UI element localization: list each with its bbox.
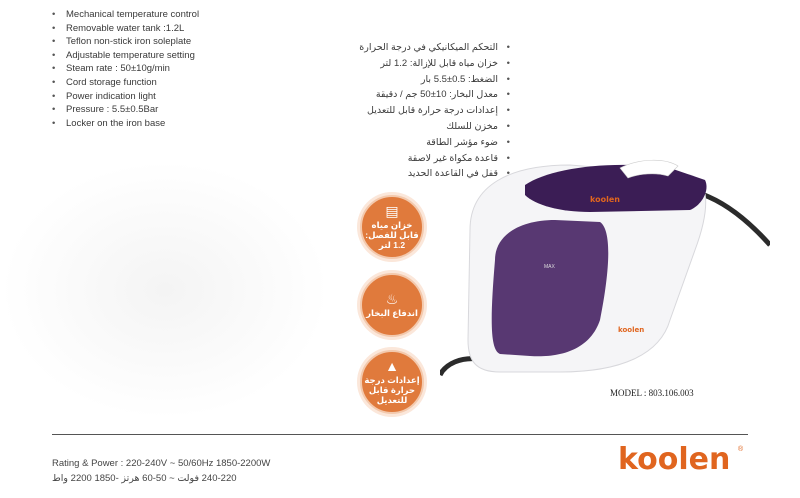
- badge-label: اندفاع البخار: [366, 308, 418, 318]
- iron-brand-label: koolen: [590, 195, 620, 204]
- feature-item-ar: • الضغط: 0.5±5.5 بار: [359, 72, 510, 88]
- feature-item-ar: • قاعدة مكواة غير لاصقة: [359, 151, 510, 167]
- badge-temperature: [360, 350, 424, 414]
- steam-generator-iron-image: [440, 150, 770, 390]
- feature-item: • Cord storage function: [52, 76, 199, 90]
- feature-item-ar: • قفل في القاعدة الحديد: [359, 166, 510, 182]
- feature-item: • Pressure : 5.5±0.5Bar: [52, 103, 199, 117]
- badge-steam: [360, 273, 424, 337]
- feature-item: • Steam rate : 50±10g/min: [52, 62, 199, 76]
- feature-item: • Removable water tank :1.2L: [52, 22, 199, 36]
- iron-temperature-icon: ▲: [385, 358, 399, 374]
- feature-item: • Locker on the iron base: [52, 117, 199, 131]
- background-shape: [0, 160, 330, 420]
- badge-label: إعدادات درجة حرارة قابل للتعديل: [364, 375, 420, 405]
- feature-item-ar: • إعدادات درجة حرارة قابل للتعديل: [359, 103, 510, 119]
- feature-item-ar: • ضوء مؤشر الطاقة: [359, 135, 510, 151]
- badge-label: خزان مياه قابل للفصل: 1.2 لتر: [365, 220, 419, 250]
- features-list-en: [52, 8, 199, 130]
- feature-item-ar: • خزان مياه قابل للإزالة: 1.2 لتر: [359, 56, 510, 72]
- koolen-logo: koolen: [618, 442, 731, 477]
- feature-item-ar: • مخزن للسلك: [359, 119, 510, 135]
- steam-iron-icon: ♨: [385, 291, 399, 307]
- feature-item: • Teflon non-stick iron soleplate: [52, 35, 199, 49]
- feature-item: • Power indication light: [52, 90, 199, 104]
- feature-item-ar: • التحكم الميكانيكي في درجة الحرارة: [359, 40, 510, 56]
- max-label: MAX: [544, 264, 555, 270]
- feature-item: • Mechanical temperature control: [52, 8, 199, 22]
- rating-power-en: Rating & Power : 220-240V ~ 50/60Hz 1850-2200W: [52, 458, 271, 469]
- feature-item: • Adjustable temperature setting: [52, 49, 199, 63]
- feature-item-ar: • معدل البخار: 10±50 جم / دقيقة: [359, 87, 510, 103]
- model-number: MODEL : 803.106.003: [610, 388, 694, 398]
- rating-power-ar: 240-220 فولت ~ 50-60 هرتز -1850 2200 واط: [52, 473, 237, 484]
- water-tank: [492, 220, 609, 356]
- divider-line: [52, 434, 748, 435]
- water-tank-icon: ▤: [385, 203, 399, 219]
- registered-mark: ®: [738, 446, 744, 453]
- base-brand-label: koolen: [618, 326, 645, 334]
- badge-water-tank: [360, 195, 424, 259]
